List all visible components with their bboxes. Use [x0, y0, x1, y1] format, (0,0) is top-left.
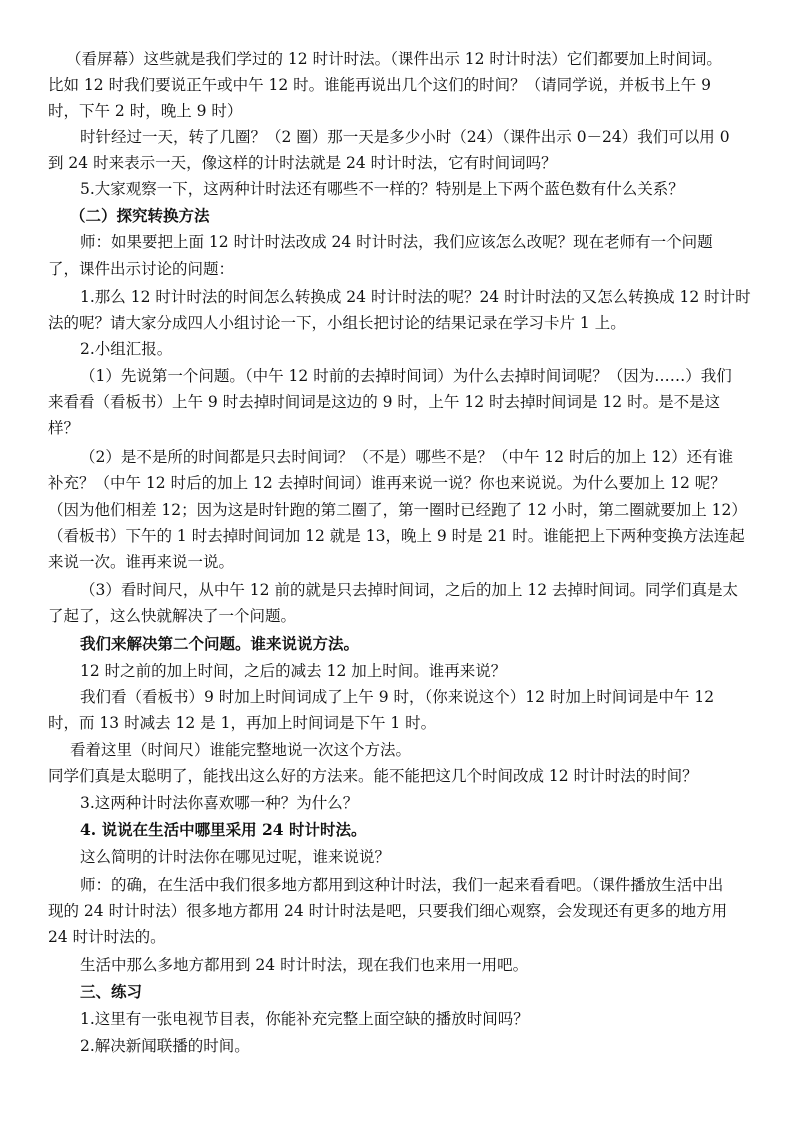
text-line: 24 时计时法的。 [48, 928, 166, 946]
text-line: （看屏幕）这些就是我们学过的 12 时计时法。（课件出示 12 时计时法）它们都要加上时间词。 [66, 50, 722, 68]
text-line: 看着这里（时间尺）谁能完整地说一次这个方法。 [70, 741, 412, 759]
text-line: 1.这里有一张电视节目表，你能补充完整上面空缺的播放时间吗？ [80, 1010, 529, 1028]
text-line: 12 时之前的加上时间，之后的减去 12 加上时间。谁再来说？ [80, 662, 507, 680]
text-line: 来说一次。谁再来说一说。 [48, 553, 235, 571]
text-line: 补充？（中午 12 时后的加上 12 去掉时间词）谁再来说一说？你也来说说。为什么要加上 12 呢？ [48, 474, 726, 492]
text-line: 时针经过一天，转了几圈？（2 圈）那一天是多少小时（24）（课件出示 0－24）我们可以用 0 [80, 128, 730, 146]
bold-line: 4. 说说在生活中哪里采用 24 时计时法。 [80, 820, 367, 839]
text-line: （1）先说第一个问题。（中午 12 时前的去掉时间词）为什么去掉时间词呢？（因为……）我们 [80, 367, 732, 385]
text-line: 时，下午 2 时，晚上 9 时） [48, 102, 243, 120]
text-line: （因为他们相差 12；因为这是时针跑的第二圈了，第一圈时已经跑了 12 小时，第二圈就要加上 12） [48, 501, 747, 519]
text-line: 现的 24 时计时法）很多地方都用 24 时计时法是吧，只要我们细心观察，会发现还有更多的地方用 [48, 902, 728, 920]
text-line: （看板书）下午的 1 时去掉时间词加 12 就是 13，晚上 9 时是 21 时。谁能把上下两种变换方法连起 [48, 527, 745, 545]
section-heading: （二）探究转换方法 [70, 206, 210, 225]
text-line: 我们看（看板书）9 时加上时间词成了上午 9 时，（你来说这个）12 时加上时间词是中午 12 [80, 688, 715, 706]
text-line: 2.解决新闻联播的时间。 [80, 1037, 250, 1055]
text-line: 师：的确，在生活中我们很多地方都用到这种计时法，我们一起来看看吧。（课件播放生活中出 [80, 876, 724, 894]
text-line: 这么简明的计时法你在哪见过呢，谁来说说？ [80, 848, 391, 866]
text-line: 比如 12 时我们要说正午或中午 12 时。谁能再说出几个这们的时间？（请同学说，并板书上午 9 [48, 76, 711, 94]
text-line: 3.这两种计时法你喜欢哪一种？为什么？ [80, 794, 359, 812]
bold-line: 我们来解决第二个问题。谁来说说方法。 [80, 634, 360, 653]
section-heading: 三、练习 [80, 982, 143, 1001]
text-line: 法的呢？请大家分成四人小组讨论一下，小组长把讨论的结果记录在学习卡片 1 上。 [48, 314, 626, 332]
text-line: 2.小组汇报。 [80, 340, 173, 358]
text-line: 同学们真是太聪明了，能找出这么好的方法来。能不能把这几个时间改成 12 时计时法的时间？ [48, 767, 698, 785]
text-line: 5.大家观察一下，这两种计时法还有哪些不一样的？特别是上下两个蓝色数有什么关系？ [80, 180, 684, 198]
text-line: 来看看（看板书）上午 9 时去掉时间词是这边的 9 时，上午 12 时去掉时间词是 12 时。是不是这 [48, 393, 721, 411]
text-line: 1.那么 12 时计时法的时间怎么转换成 24 时计时法的呢？24 时计时法的又怎么转换成 12 时计时 [80, 288, 751, 306]
text-line: （2）是不是所的时间都是只去时间词？（不是）哪些不是？（中午 12 时后的加上 12）还有谁 [80, 448, 734, 466]
text-line: 样？ [48, 419, 80, 437]
text-line: 生活中那么多地方都用到 24 时计时法，现在我们也来用一用吧。 [80, 956, 529, 974]
text-line: 了，课件出示讨论的问题： [48, 260, 235, 278]
text-line: 师：如果要把上面 12 时计时法改成 24 时计时法，我们应该怎么改呢？现在老师有一个问题 [80, 233, 713, 251]
text-line: （3）看时间尺，从中午 12 前的就是只去掉时间词，之后的加上 12 去掉时间词。同学们真是太 [80, 581, 739, 599]
text-line: 时，而 13 时减去 12 是 1，再加上时间词是下午 1 时。 [48, 714, 437, 732]
text-line: 到 24 时来表示一天，像这样的计时法就是 24 时计时法，它有时间词吗？ [48, 154, 557, 172]
text-line: 了起了，这么快就解决了一个问题。 [48, 607, 297, 625]
